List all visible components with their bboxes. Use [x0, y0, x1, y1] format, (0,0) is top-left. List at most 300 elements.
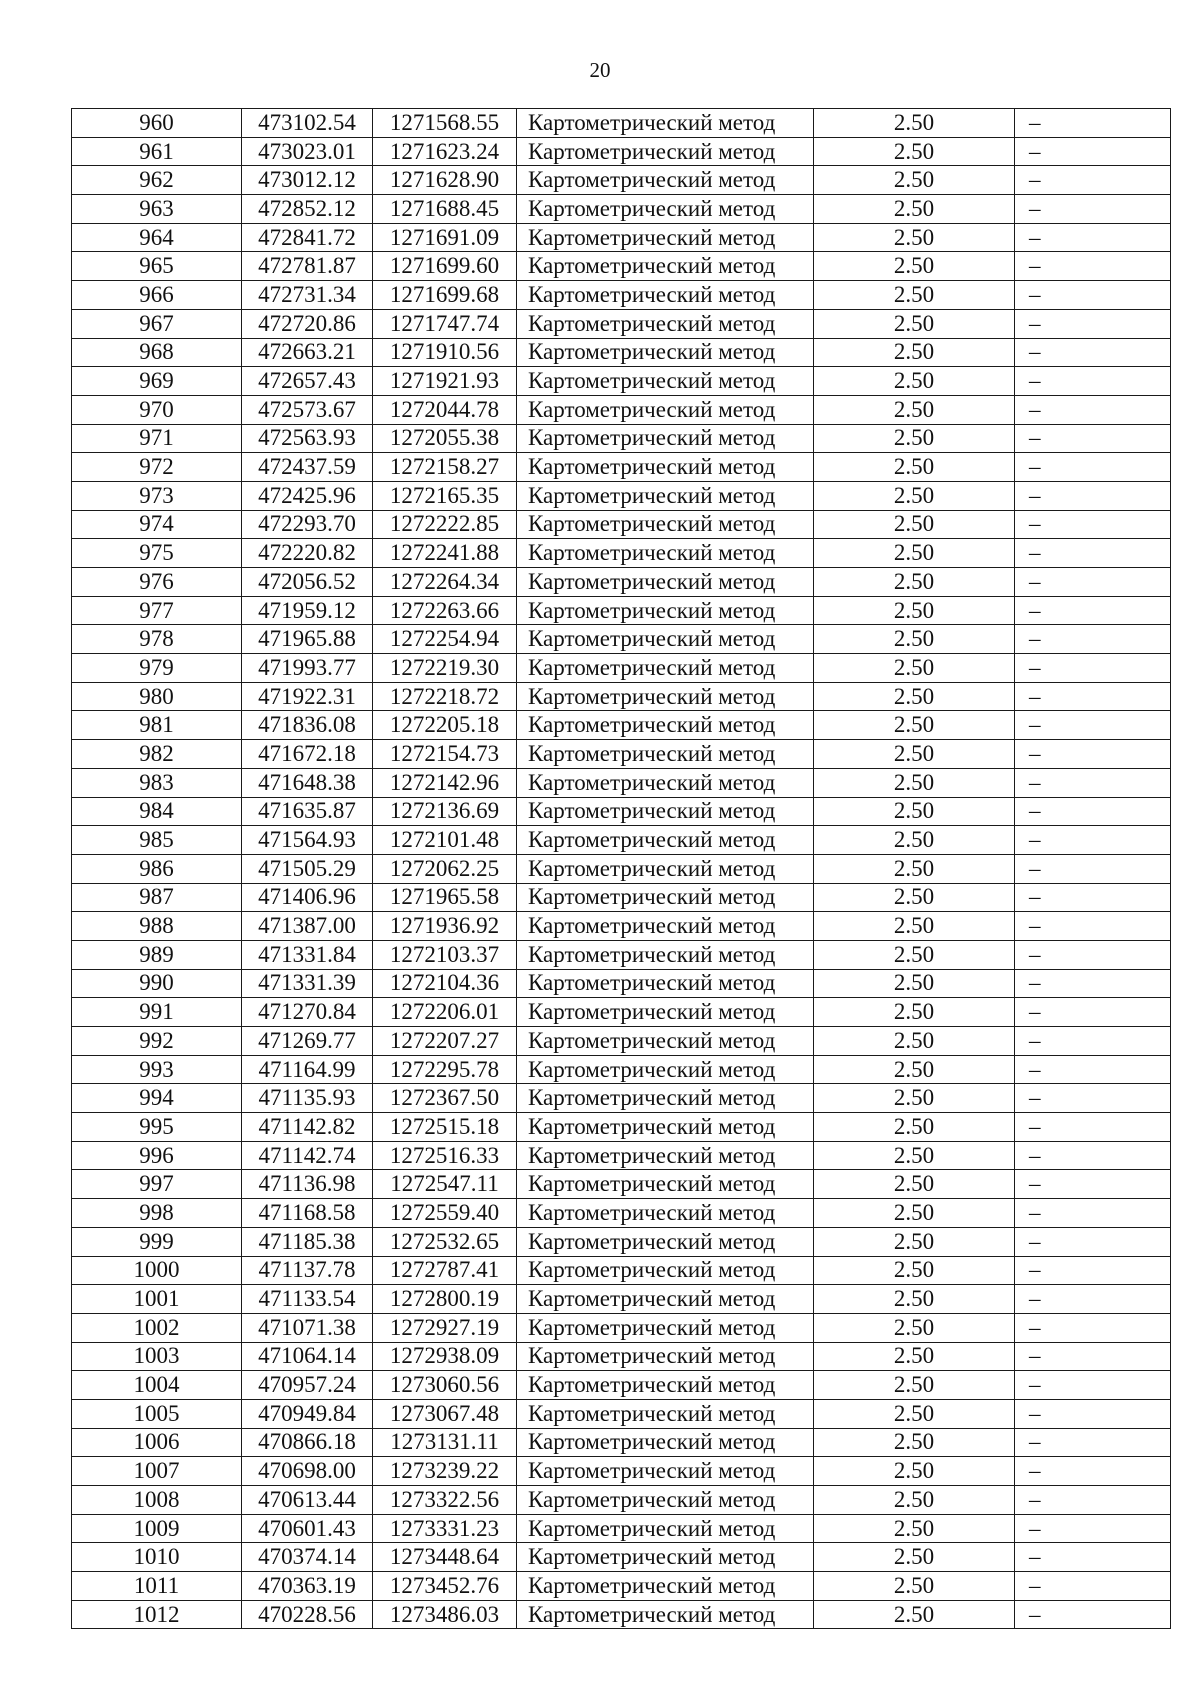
x-coordinate-cell: 471135.93 — [242, 1084, 373, 1113]
note-cell: – — [1015, 1256, 1171, 1285]
y-coordinate-cell: 1272927.19 — [373, 1313, 517, 1342]
method-cell: Картометрический метод — [517, 109, 814, 138]
accuracy-cell: 2.50 — [814, 1514, 1015, 1543]
method-cell: Картометрический метод — [517, 539, 814, 568]
point-number-cell: 1011 — [72, 1572, 242, 1601]
table-row — [72, 1027, 1171, 1056]
point-number-cell: 1007 — [72, 1457, 242, 1486]
note-cell: – — [1015, 1342, 1171, 1371]
x-coordinate-cell: 472293.70 — [242, 510, 373, 539]
method-cell: Картометрический метод — [517, 1285, 814, 1314]
y-coordinate-cell: 1272367.50 — [373, 1084, 517, 1113]
method-cell: Картометрический метод — [517, 740, 814, 769]
point-number-cell: 1009 — [72, 1514, 242, 1543]
y-coordinate-cell: 1272559.40 — [373, 1199, 517, 1228]
point-number-cell: 979 — [72, 654, 242, 683]
x-coordinate-cell: 472657.43 — [242, 367, 373, 396]
method-cell: Картометрический метод — [517, 395, 814, 424]
x-coordinate-cell: 472731.34 — [242, 281, 373, 310]
accuracy-cell: 2.50 — [814, 166, 1015, 195]
table-row — [72, 596, 1171, 625]
note-cell: – — [1015, 1170, 1171, 1199]
accuracy-cell: 2.50 — [814, 826, 1015, 855]
x-coordinate-cell: 471993.77 — [242, 654, 373, 683]
note-cell: – — [1015, 768, 1171, 797]
note-cell: – — [1015, 568, 1171, 597]
y-coordinate-cell: 1273131.11 — [373, 1428, 517, 1457]
x-coordinate-cell: 471133.54 — [242, 1285, 373, 1314]
y-coordinate-cell: 1272295.78 — [373, 1055, 517, 1084]
method-cell: Картометрический метод — [517, 1572, 814, 1601]
method-cell: Картометрический метод — [517, 1399, 814, 1428]
accuracy-cell: 2.50 — [814, 1170, 1015, 1199]
x-coordinate-cell: 471185.38 — [242, 1227, 373, 1256]
point-number-cell: 983 — [72, 768, 242, 797]
point-number-cell: 1008 — [72, 1486, 242, 1515]
y-coordinate-cell: 1271910.56 — [373, 338, 517, 367]
point-number-cell: 1005 — [72, 1399, 242, 1428]
note-cell: – — [1015, 1199, 1171, 1228]
table-row — [72, 1055, 1171, 1084]
y-coordinate-cell: 1272241.88 — [373, 539, 517, 568]
y-coordinate-cell: 1272532.65 — [373, 1227, 517, 1256]
accuracy-cell: 2.50 — [814, 797, 1015, 826]
table-row — [72, 510, 1171, 539]
table-row — [72, 1457, 1171, 1486]
point-number-cell: 962 — [72, 166, 242, 195]
note-cell: – — [1015, 195, 1171, 224]
method-cell: Картометрический метод — [517, 338, 814, 367]
note-cell: – — [1015, 1055, 1171, 1084]
x-coordinate-cell: 472720.86 — [242, 309, 373, 338]
accuracy-cell: 2.50 — [814, 223, 1015, 252]
point-number-cell: 972 — [72, 453, 242, 482]
x-coordinate-cell: 471168.58 — [242, 1199, 373, 1228]
method-cell: Картометрический метод — [517, 568, 814, 597]
method-cell: Картометрический метод — [517, 625, 814, 654]
accuracy-cell: 2.50 — [814, 998, 1015, 1027]
table-row — [72, 338, 1171, 367]
note-cell: – — [1015, 1399, 1171, 1428]
method-cell: Картометрический метод — [517, 481, 814, 510]
accuracy-cell: 2.50 — [814, 1199, 1015, 1228]
method-cell: Картометрический метод — [517, 1600, 814, 1629]
x-coordinate-cell: 472663.21 — [242, 338, 373, 367]
note-cell: – — [1015, 1141, 1171, 1170]
note-cell: – — [1015, 854, 1171, 883]
x-coordinate-cell: 471672.18 — [242, 740, 373, 769]
method-cell: Картометрический метод — [517, 1055, 814, 1084]
x-coordinate-cell: 471142.74 — [242, 1141, 373, 1170]
method-cell: Картометрический метод — [517, 252, 814, 281]
point-number-cell: 960 — [72, 109, 242, 138]
x-coordinate-cell: 472841.72 — [242, 223, 373, 252]
note-cell: – — [1015, 166, 1171, 195]
note-cell: – — [1015, 309, 1171, 338]
accuracy-cell: 2.50 — [814, 1342, 1015, 1371]
table-row — [72, 711, 1171, 740]
note-cell: – — [1015, 109, 1171, 138]
point-number-cell: 968 — [72, 338, 242, 367]
y-coordinate-cell: 1271965.58 — [373, 883, 517, 912]
table-row — [72, 539, 1171, 568]
method-cell: Картометрический метод — [517, 654, 814, 683]
y-coordinate-cell: 1271568.55 — [373, 109, 517, 138]
method-cell: Картометрический метод — [517, 1342, 814, 1371]
method-cell: Картометрический метод — [517, 1256, 814, 1285]
y-coordinate-cell: 1272264.34 — [373, 568, 517, 597]
table-row — [72, 682, 1171, 711]
point-number-cell: 966 — [72, 281, 242, 310]
accuracy-cell: 2.50 — [814, 252, 1015, 281]
x-coordinate-cell: 473023.01 — [242, 137, 373, 166]
y-coordinate-cell: 1271628.90 — [373, 166, 517, 195]
point-number-cell: 976 — [72, 568, 242, 597]
table-row — [72, 998, 1171, 1027]
x-coordinate-cell: 472781.87 — [242, 252, 373, 281]
table-row — [72, 481, 1171, 510]
point-number-cell: 995 — [72, 1113, 242, 1142]
table-row — [72, 281, 1171, 310]
page-number: 20 — [589, 58, 611, 82]
point-number-cell: 970 — [72, 395, 242, 424]
x-coordinate-cell: 471270.84 — [242, 998, 373, 1027]
point-number-cell: 993 — [72, 1055, 242, 1084]
point-number-cell: 988 — [72, 912, 242, 941]
x-coordinate-cell: 471331.39 — [242, 969, 373, 998]
accuracy-cell: 2.50 — [814, 568, 1015, 597]
y-coordinate-cell: 1272254.94 — [373, 625, 517, 654]
table-row — [72, 1342, 1171, 1371]
x-coordinate-cell: 470228.56 — [242, 1600, 373, 1629]
x-coordinate-cell: 471136.98 — [242, 1170, 373, 1199]
point-number-cell: 1002 — [72, 1313, 242, 1342]
note-cell: – — [1015, 1371, 1171, 1400]
y-coordinate-cell: 1272787.41 — [373, 1256, 517, 1285]
method-cell: Картометрический метод — [517, 826, 814, 855]
method-cell: Картометрический метод — [517, 940, 814, 969]
table-row — [72, 969, 1171, 998]
y-coordinate-cell: 1273486.03 — [373, 1600, 517, 1629]
accuracy-cell: 2.50 — [814, 1141, 1015, 1170]
y-coordinate-cell: 1271936.92 — [373, 912, 517, 941]
x-coordinate-cell: 471959.12 — [242, 596, 373, 625]
y-coordinate-cell: 1272142.96 — [373, 768, 517, 797]
accuracy-cell: 2.50 — [814, 1313, 1015, 1342]
note-cell: – — [1015, 1457, 1171, 1486]
point-number-cell: 994 — [72, 1084, 242, 1113]
point-number-cell: 985 — [72, 826, 242, 855]
table-row — [72, 252, 1171, 281]
method-cell: Картометрический метод — [517, 1141, 814, 1170]
x-coordinate-cell: 472852.12 — [242, 195, 373, 224]
x-coordinate-cell: 470866.18 — [242, 1428, 373, 1457]
point-number-cell: 1012 — [72, 1600, 242, 1629]
x-coordinate-cell: 471406.96 — [242, 883, 373, 912]
note-cell: – — [1015, 338, 1171, 367]
note-cell: – — [1015, 539, 1171, 568]
y-coordinate-cell: 1272207.27 — [373, 1027, 517, 1056]
x-coordinate-cell: 471564.93 — [242, 826, 373, 855]
x-coordinate-cell: 472573.67 — [242, 395, 373, 424]
table-row — [72, 654, 1171, 683]
method-cell: Картометрический метод — [517, 367, 814, 396]
point-number-cell: 987 — [72, 883, 242, 912]
y-coordinate-cell: 1273322.56 — [373, 1486, 517, 1515]
accuracy-cell: 2.50 — [814, 740, 1015, 769]
y-coordinate-cell: 1272055.38 — [373, 424, 517, 453]
note-cell: – — [1015, 481, 1171, 510]
y-coordinate-cell: 1272044.78 — [373, 395, 517, 424]
x-coordinate-cell: 471164.99 — [242, 1055, 373, 1084]
table-row — [72, 1371, 1171, 1400]
y-coordinate-cell: 1271691.09 — [373, 223, 517, 252]
table-row — [72, 826, 1171, 855]
point-number-cell: 1000 — [72, 1256, 242, 1285]
note-cell: – — [1015, 682, 1171, 711]
x-coordinate-cell: 470613.44 — [242, 1486, 373, 1515]
table-row — [72, 1313, 1171, 1342]
method-cell: Картометрический метод — [517, 682, 814, 711]
x-coordinate-cell: 471922.31 — [242, 682, 373, 711]
y-coordinate-cell: 1273239.22 — [373, 1457, 517, 1486]
y-coordinate-cell: 1271688.45 — [373, 195, 517, 224]
y-coordinate-cell: 1272062.25 — [373, 854, 517, 883]
note-cell: – — [1015, 252, 1171, 281]
point-number-cell: 969 — [72, 367, 242, 396]
method-cell: Картометрический метод — [517, 453, 814, 482]
note-cell: – — [1015, 1113, 1171, 1142]
method-cell: Картометрический метод — [517, 1227, 814, 1256]
point-number-cell: 982 — [72, 740, 242, 769]
method-cell: Картометрический метод — [517, 424, 814, 453]
table-row — [72, 1256, 1171, 1285]
x-coordinate-cell: 471269.77 — [242, 1027, 373, 1056]
note-cell: – — [1015, 424, 1171, 453]
table-row — [72, 568, 1171, 597]
method-cell: Картометрический метод — [517, 1428, 814, 1457]
x-coordinate-cell: 470601.43 — [242, 1514, 373, 1543]
note-cell: – — [1015, 1027, 1171, 1056]
accuracy-cell: 2.50 — [814, 367, 1015, 396]
y-coordinate-cell: 1272165.35 — [373, 481, 517, 510]
method-cell: Картометрический метод — [517, 711, 814, 740]
table-row — [72, 1399, 1171, 1428]
point-number-cell: 973 — [72, 481, 242, 510]
note-cell: – — [1015, 654, 1171, 683]
table-row — [72, 1428, 1171, 1457]
note-cell: – — [1015, 1514, 1171, 1543]
accuracy-cell: 2.50 — [814, 596, 1015, 625]
note-cell: – — [1015, 137, 1171, 166]
x-coordinate-cell: 470949.84 — [242, 1399, 373, 1428]
accuracy-cell: 2.50 — [814, 654, 1015, 683]
accuracy-cell: 2.50 — [814, 682, 1015, 711]
point-number-cell: 975 — [72, 539, 242, 568]
point-number-cell: 991 — [72, 998, 242, 1027]
x-coordinate-cell: 471142.82 — [242, 1113, 373, 1142]
point-number-cell: 1003 — [72, 1342, 242, 1371]
table-row — [72, 1227, 1171, 1256]
note-cell: – — [1015, 998, 1171, 1027]
y-coordinate-cell: 1272104.36 — [373, 969, 517, 998]
accuracy-cell: 2.50 — [814, 281, 1015, 310]
y-coordinate-cell: 1272136.69 — [373, 797, 517, 826]
method-cell: Картометрический метод — [517, 1371, 814, 1400]
table-row — [72, 309, 1171, 338]
y-coordinate-cell: 1273060.56 — [373, 1371, 517, 1400]
method-cell: Картометрический метод — [517, 1199, 814, 1228]
method-cell: Картометрический метод — [517, 1313, 814, 1342]
point-number-cell: 961 — [72, 137, 242, 166]
accuracy-cell: 2.50 — [814, 1371, 1015, 1400]
x-coordinate-cell: 472437.59 — [242, 453, 373, 482]
note-cell: – — [1015, 453, 1171, 482]
note-cell: – — [1015, 797, 1171, 826]
accuracy-cell: 2.50 — [814, 510, 1015, 539]
table-row — [72, 1486, 1171, 1515]
table-row — [72, 740, 1171, 769]
y-coordinate-cell: 1272263.66 — [373, 596, 517, 625]
note-cell: – — [1015, 367, 1171, 396]
note-cell: – — [1015, 826, 1171, 855]
method-cell: Картометрический метод — [517, 1113, 814, 1142]
note-cell: – — [1015, 1227, 1171, 1256]
method-cell: Картометрический метод — [517, 137, 814, 166]
note-cell: – — [1015, 1285, 1171, 1314]
point-number-cell: 1001 — [72, 1285, 242, 1314]
x-coordinate-cell: 472425.96 — [242, 481, 373, 510]
x-coordinate-cell: 471387.00 — [242, 912, 373, 941]
x-coordinate-cell: 471064.14 — [242, 1342, 373, 1371]
accuracy-cell: 2.50 — [814, 338, 1015, 367]
y-coordinate-cell: 1271921.93 — [373, 367, 517, 396]
table-row — [72, 367, 1171, 396]
note-cell: – — [1015, 510, 1171, 539]
accuracy-cell: 2.50 — [814, 453, 1015, 482]
point-number-cell: 978 — [72, 625, 242, 654]
table-row — [72, 1113, 1171, 1142]
point-number-cell: 1004 — [72, 1371, 242, 1400]
x-coordinate-cell: 473012.12 — [242, 166, 373, 195]
accuracy-cell: 2.50 — [814, 1113, 1015, 1142]
accuracy-cell: 2.50 — [814, 1055, 1015, 1084]
y-coordinate-cell: 1272158.27 — [373, 453, 517, 482]
method-cell: Картометрический метод — [517, 854, 814, 883]
table-row — [72, 883, 1171, 912]
y-coordinate-cell: 1272103.37 — [373, 940, 517, 969]
table-row — [72, 166, 1171, 195]
accuracy-cell: 2.50 — [814, 137, 1015, 166]
accuracy-cell: 2.50 — [814, 195, 1015, 224]
y-coordinate-cell: 1272206.01 — [373, 998, 517, 1027]
y-coordinate-cell: 1272101.48 — [373, 826, 517, 855]
note-cell: – — [1015, 969, 1171, 998]
y-coordinate-cell: 1273067.48 — [373, 1399, 517, 1428]
x-coordinate-cell: 472563.93 — [242, 424, 373, 453]
accuracy-cell: 2.50 — [814, 1227, 1015, 1256]
table-row — [72, 1170, 1171, 1199]
table-row — [72, 1084, 1171, 1113]
accuracy-cell: 2.50 — [814, 309, 1015, 338]
table-row — [72, 1543, 1171, 1572]
x-coordinate-cell: 473102.54 — [242, 109, 373, 138]
method-cell: Картометрический метод — [517, 1457, 814, 1486]
point-number-cell: 965 — [72, 252, 242, 281]
method-cell: Картометрический метод — [517, 1027, 814, 1056]
accuracy-cell: 2.50 — [814, 539, 1015, 568]
note-cell: – — [1015, 1313, 1171, 1342]
table-row — [72, 453, 1171, 482]
y-coordinate-cell: 1271699.68 — [373, 281, 517, 310]
table-row — [72, 424, 1171, 453]
x-coordinate-cell: 471071.38 — [242, 1313, 373, 1342]
x-coordinate-cell: 472056.52 — [242, 568, 373, 597]
note-cell: – — [1015, 1572, 1171, 1601]
method-cell: Картометрический метод — [517, 1514, 814, 1543]
accuracy-cell: 2.50 — [814, 1399, 1015, 1428]
x-coordinate-cell: 470698.00 — [242, 1457, 373, 1486]
accuracy-cell: 2.50 — [814, 768, 1015, 797]
point-number-cell: 977 — [72, 596, 242, 625]
method-cell: Картометрический метод — [517, 1084, 814, 1113]
x-coordinate-cell: 470374.14 — [242, 1543, 373, 1572]
y-coordinate-cell: 1272516.33 — [373, 1141, 517, 1170]
point-number-cell: 984 — [72, 797, 242, 826]
method-cell: Картометрический метод — [517, 1170, 814, 1199]
point-number-cell: 981 — [72, 711, 242, 740]
point-number-cell: 963 — [72, 195, 242, 224]
method-cell: Картометрический метод — [517, 510, 814, 539]
method-cell: Картометрический метод — [517, 797, 814, 826]
x-coordinate-cell: 471965.88 — [242, 625, 373, 654]
method-cell: Картометрический метод — [517, 281, 814, 310]
table-row — [72, 797, 1171, 826]
x-coordinate-cell: 471505.29 — [242, 854, 373, 883]
y-coordinate-cell: 1271699.60 — [373, 252, 517, 281]
coordinates-table — [71, 108, 1171, 1629]
note-cell: – — [1015, 940, 1171, 969]
table-row — [72, 768, 1171, 797]
point-number-cell: 992 — [72, 1027, 242, 1056]
x-coordinate-cell: 471836.08 — [242, 711, 373, 740]
table-row — [72, 1514, 1171, 1543]
y-coordinate-cell: 1273452.76 — [373, 1572, 517, 1601]
table-row — [72, 1572, 1171, 1601]
note-cell: – — [1015, 711, 1171, 740]
note-cell: – — [1015, 395, 1171, 424]
method-cell: Картометрический метод — [517, 166, 814, 195]
x-coordinate-cell: 471648.38 — [242, 768, 373, 797]
accuracy-cell: 2.50 — [814, 625, 1015, 654]
table-body — [72, 109, 1171, 1629]
point-number-cell: 1006 — [72, 1428, 242, 1457]
y-coordinate-cell: 1272800.19 — [373, 1285, 517, 1314]
y-coordinate-cell: 1271623.24 — [373, 137, 517, 166]
y-coordinate-cell: 1272547.11 — [373, 1170, 517, 1199]
accuracy-cell: 2.50 — [814, 854, 1015, 883]
method-cell: Картометрический метод — [517, 309, 814, 338]
note-cell: – — [1015, 1600, 1171, 1629]
note-cell: – — [1015, 596, 1171, 625]
note-cell: – — [1015, 1543, 1171, 1572]
accuracy-cell: 2.50 — [814, 940, 1015, 969]
accuracy-cell: 2.50 — [814, 424, 1015, 453]
accuracy-cell: 2.50 — [814, 1572, 1015, 1601]
y-coordinate-cell: 1272222.85 — [373, 510, 517, 539]
table-row — [72, 1285, 1171, 1314]
accuracy-cell: 2.50 — [814, 1486, 1015, 1515]
